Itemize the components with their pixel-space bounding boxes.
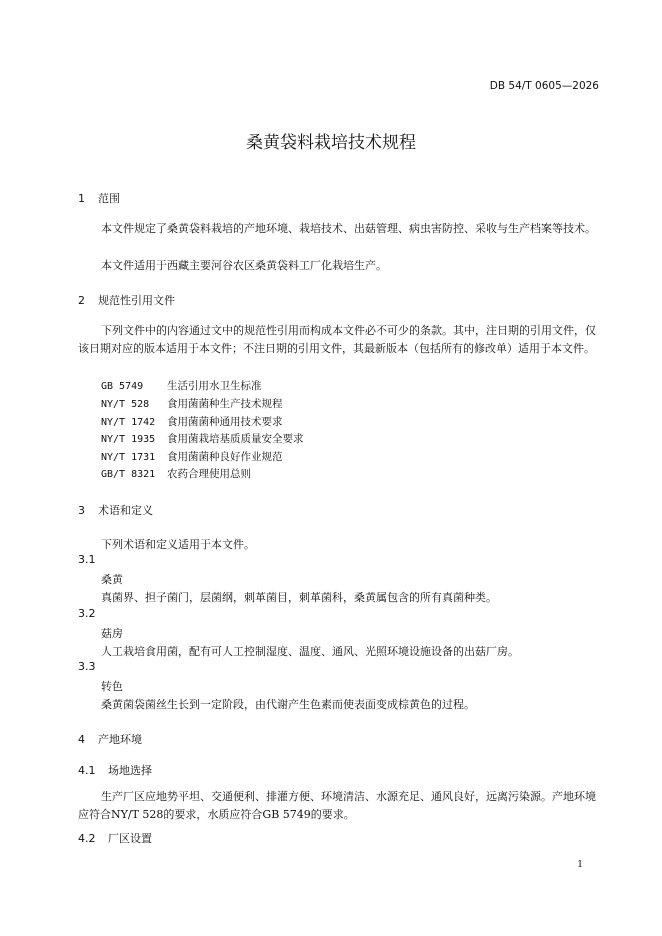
reference-item (101, 449, 283, 464)
section-title: 规范性引用文件 (98, 294, 175, 307)
reference-code: GB/T 8321 (101, 469, 156, 480)
section-3-intro: 下列术语和定义适用于本文件。 (101, 538, 255, 551)
reference-item (101, 378, 262, 393)
subsection-number: 4.2 (78, 832, 96, 845)
term-definition: 真菌界、担子菌门，层菌纲，刺革菌目，刺革菌科，桑黄属包含的所有真菌种类。 (101, 591, 497, 604)
subsection-4-1-heading (78, 762, 152, 778)
term-name: 转色 (101, 680, 123, 693)
term-definition: 桑黄菌袋菌丝生长到一定阶段，由代谢产生色素而使表面变成棕黄色的过程。 (101, 698, 475, 711)
section-number: 3 (78, 504, 85, 517)
reference-code: GB 5749 (101, 381, 144, 392)
reference-item (101, 396, 283, 411)
reference-code: NY/T 1731 (101, 452, 156, 463)
reference-code: NY/T 1935 (101, 434, 156, 445)
section-2-heading (78, 292, 175, 308)
subsection-title: 厂区设置 (108, 832, 152, 845)
section-1-heading (78, 190, 120, 206)
section-number: 4 (78, 733, 85, 746)
subsection-title: 场地选择 (108, 764, 152, 777)
page-number: 1 (577, 860, 583, 870)
reference-name: 农药合理使用总则 (167, 468, 251, 480)
reference-item (101, 414, 283, 429)
reference-name: 食用菌菌种通用技术要求 (167, 416, 283, 428)
reference-name: 食用菌菌种良好作业规范 (167, 451, 283, 463)
document-number: DB 54/T 0605—2026 (489, 80, 599, 92)
term-number: 3.1 (78, 553, 96, 566)
reference-item (101, 466, 251, 481)
subsection-4-1-paragraph: 生产厂区应地势平坦、交通便利、排灌方便、环境清洁、水源充足、通风良好，远离污染源。产地环境应符合NY/T 528的要求，水质应符合GB 5749的要求。 (78, 790, 596, 821)
document-title: 桑黄袋料栽培技术规程 (246, 133, 416, 153)
section-number: 1 (78, 192, 85, 205)
section-1-paragraph-1: 本文件规定了桑黄袋料栽培的产地环境、栽培技术、出菇管理、病虫害防控、采收与生产档案等技术。 (101, 222, 596, 235)
section-1-paragraph-2: 本文件适用于西藏主要河谷农区桑黄袋料工厂化栽培生产。 (101, 259, 387, 272)
term-name: 菇房 (101, 627, 123, 640)
term-number: 3.3 (78, 660, 96, 673)
term-definition: 人工栽培食用菌，配有可人工控制湿度、温度、通风、光照环境设施设备的出菇厂房。 (101, 645, 519, 658)
section-3-heading (78, 502, 153, 518)
section-title: 产地环境 (98, 733, 142, 746)
section-title: 范围 (98, 192, 120, 205)
reference-name: 食用菌菌种生产技术规程 (167, 398, 283, 410)
reference-name: 生活引用水卫生标准 (167, 380, 262, 392)
section-title: 术语和定义 (98, 504, 153, 517)
reference-name: 食用菌栽培基质质量安全要求 (167, 433, 304, 445)
term-number: 3.2 (78, 607, 96, 620)
section-2-paragraph-1: 下列文件中的内容通过文中的规范性引用而构成本文件必不可少的条款。其中，注日期的引用文件，仅该日期对应的版本适用于本文件；不注日期的引用文件，其最新版本（包括所有的修改单）适用于本文件。 (78, 324, 596, 355)
reference-item (101, 431, 304, 446)
term-name: 桑黄 (101, 573, 123, 586)
section-number: 2 (78, 294, 85, 307)
reference-code: NY/T 528 (101, 399, 150, 410)
subsection-4-2-heading (78, 830, 152, 846)
section-4-heading (78, 731, 142, 747)
subsection-number: 4.1 (78, 764, 96, 777)
reference-code: NY/T 1742 (101, 417, 156, 428)
